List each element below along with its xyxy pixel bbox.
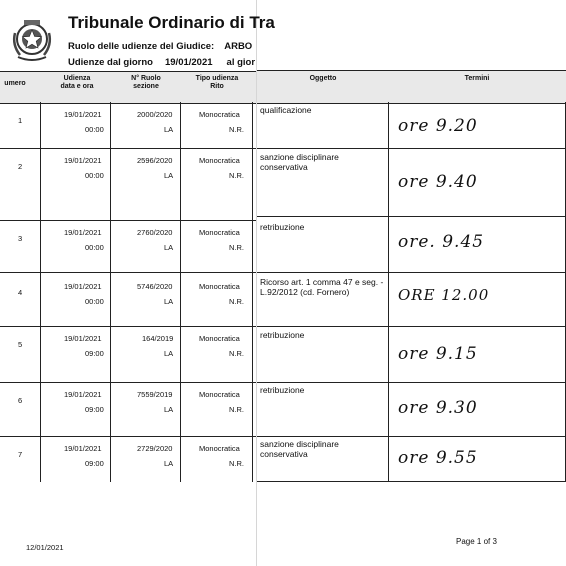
section: LA <box>164 243 174 252</box>
date-line <box>68 57 255 68</box>
section: LA <box>164 459 174 468</box>
subject: qualificazione <box>260 105 312 115</box>
case-number: 2760/2020 <box>137 228 173 237</box>
table-header-right <box>257 70 566 104</box>
judge-line <box>68 41 252 52</box>
handwritten-time: ore. 9.45 <box>398 232 485 252</box>
hearing-type: Monocratica <box>199 156 240 165</box>
row-divider <box>257 382 566 383</box>
procedure: N.R. <box>229 349 244 358</box>
col-tipo-line1: Tipo udienza <box>195 75 239 82</box>
col-udienza-line2: data e ora <box>60 83 94 90</box>
start-date: 19/01/2021 <box>164 57 213 68</box>
page-indicator: Page 1 of 3 <box>456 537 497 546</box>
hearing-type: Monocratica <box>199 444 240 453</box>
handwritten-time: ore 9.20 <box>398 116 478 136</box>
case-number: 2000/2020 <box>137 110 173 119</box>
hearing-type: Monocratica <box>199 228 240 237</box>
row-divider <box>0 382 256 383</box>
row-number: 5 <box>18 340 23 349</box>
row-divider <box>257 272 566 273</box>
row-divider <box>0 220 256 221</box>
hearing-date: 19/01/2021 <box>64 390 102 399</box>
col-ruolo-line1: N° Ruolo <box>131 75 161 82</box>
col-tipo <box>185 75 249 91</box>
procedure: N.R. <box>229 459 244 468</box>
hearing-date: 19/01/2021 <box>64 334 102 343</box>
print-date: 12/01/2021 <box>26 543 64 552</box>
handwritten-time: ore 9.30 <box>398 398 478 418</box>
hearing-date: 19/01/2021 <box>64 282 102 291</box>
section: LA <box>164 297 174 306</box>
handwritten-time: ore 9.55 <box>398 448 478 468</box>
row-divider <box>0 326 256 327</box>
court-title: Tribunale Ordinario di Tra <box>68 13 275 32</box>
hearing-time: 00:00 <box>85 297 104 306</box>
italian-republic-emblem-icon <box>10 17 54 63</box>
row-number: 2 <box>18 162 23 171</box>
row-divider <box>257 216 566 217</box>
row-divider <box>257 326 566 327</box>
hearing-date: 19/01/2021 <box>64 156 102 165</box>
row-divider <box>257 148 566 149</box>
col-tipo-line2: Rito <box>210 83 224 90</box>
row-divider <box>0 148 256 149</box>
grid-line <box>40 102 41 482</box>
section: LA <box>164 405 174 414</box>
row-number: 3 <box>18 234 23 243</box>
date-tail: al gior <box>226 57 256 68</box>
date-label: Udienze dal giorno <box>68 57 153 68</box>
row-number: 1 <box>18 116 23 125</box>
hearing-date: 19/01/2021 <box>64 228 102 237</box>
hearing-time: 09:00 <box>85 459 104 468</box>
procedure: N.R. <box>229 297 244 306</box>
subject: Ricorso art. 1 comma 47 e seg. - L.92/2012 (cd. Fornero) <box>260 277 384 297</box>
subject: retribuzione <box>260 385 305 395</box>
col-oggetto: Oggetto <box>309 75 337 82</box>
row-divider <box>257 481 566 482</box>
hearing-time: 00:00 <box>85 125 104 134</box>
hearing-time: 00:00 <box>85 171 104 180</box>
case-number: 7559/2019 <box>137 390 173 399</box>
section: LA <box>164 171 174 180</box>
hearing-type: Monocratica <box>199 334 240 343</box>
row-number: 6 <box>18 396 23 405</box>
col-termini: Termini <box>464 75 490 82</box>
row-divider <box>0 272 256 273</box>
col-numero: umero <box>4 80 26 87</box>
hearing-type: Monocratica <box>199 282 240 291</box>
procedure: N.R. <box>229 125 244 134</box>
grid-line <box>110 102 111 482</box>
row-number: 7 <box>18 450 23 459</box>
hearing-time: 09:00 <box>85 405 104 414</box>
judge-name: ARBO <box>224 41 253 52</box>
grid-line <box>180 102 181 482</box>
hearing-time: 09:00 <box>85 349 104 358</box>
grid-line <box>252 102 253 482</box>
case-number: 2729/2020 <box>137 444 173 453</box>
case-number: 164/2019 <box>142 334 174 343</box>
row-divider <box>257 436 566 437</box>
row-number: 4 <box>18 288 23 297</box>
col-udienza <box>48 75 106 91</box>
section: LA <box>164 125 174 134</box>
subject: sanzione disciplinare conservativa <box>260 152 339 172</box>
hearing-time: 00:00 <box>85 243 104 252</box>
procedure: N.R. <box>229 171 244 180</box>
handwritten-time: ore 9.40 <box>398 172 478 192</box>
section: LA <box>164 349 174 358</box>
judge-label: Ruolo delle udienze del Giudice: <box>68 41 215 52</box>
case-number: 5746/2020 <box>137 282 173 291</box>
col-udienza-line1: Udienza <box>63 75 91 82</box>
subject: retribuzione <box>260 222 305 232</box>
hearing-type: Monocratica <box>199 110 240 119</box>
hearing-date: 19/01/2021 <box>64 110 102 119</box>
table-header-left <box>0 71 256 104</box>
subject: retribuzione <box>260 330 305 340</box>
hearing-type: Monocratica <box>199 390 240 399</box>
subject: sanzione disciplinare conservativa <box>260 439 339 459</box>
hearing-date: 19/01/2021 <box>64 444 102 453</box>
handwritten-time: ORE 12.00 <box>398 286 490 304</box>
grid-line <box>388 102 389 482</box>
procedure: N.R. <box>229 405 244 414</box>
col-ruolo-line2: sezione <box>133 83 159 90</box>
handwritten-time: ore 9.15 <box>398 344 478 364</box>
col-ruolo <box>118 75 174 91</box>
procedure: N.R. <box>229 243 244 252</box>
row-divider <box>0 436 256 437</box>
case-number: 2596/2020 <box>137 156 173 165</box>
